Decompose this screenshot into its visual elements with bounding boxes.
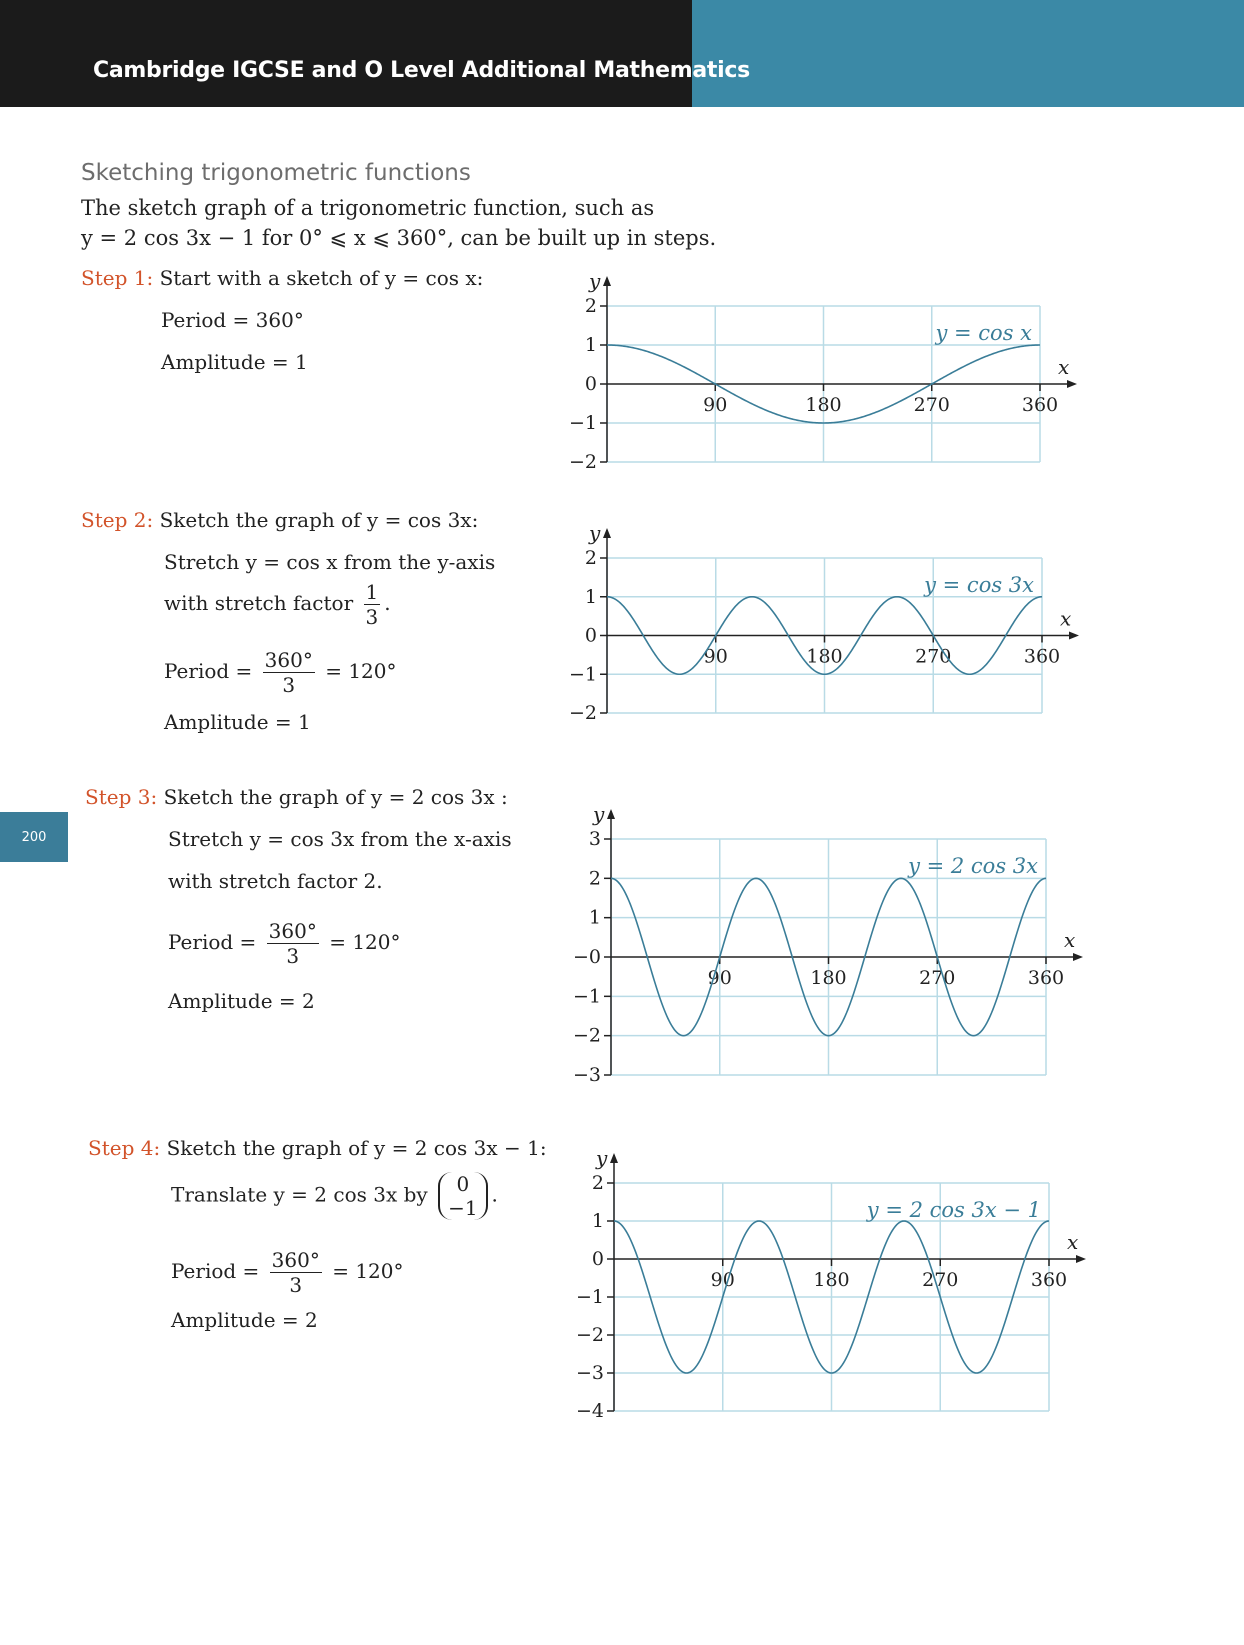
- x-tick-label: 90: [710, 1269, 735, 1291]
- y-tick-label: 1: [588, 906, 601, 929]
- y-tick-label: −2: [568, 451, 597, 473]
- step-4-period-result: = 120°: [332, 1259, 404, 1283]
- series-label: y = 2 cos 3x: [908, 854, 1038, 878]
- x-axis-label: x: [1064, 928, 1076, 952]
- y-tick-label: 1: [591, 1210, 604, 1232]
- y-tick-label: 1: [584, 585, 597, 608]
- y-tick-label: 3: [588, 828, 601, 850]
- x-axis-label: x: [1067, 1230, 1079, 1254]
- x-tick-label: 270: [913, 394, 950, 416]
- step-2: Step 2: Sketch the graph of y = cos 3x: Stretch y = cos x from the y-axis with stretch factor $\frac{1}{3}$ . Period = $\frac{360^\circ}{3}$ = 120° Amplitude = 1: [81, 508, 496, 734]
- x-tick-label: 180: [810, 967, 847, 989]
- step-4-instruction: Sketch the graph of y = 2 cos 3x − 1:: [166, 1136, 547, 1160]
- step-3-label: Step 3:: [85, 785, 158, 809]
- x-tick-label: 90: [707, 967, 732, 989]
- y-tick-label: 2: [591, 1172, 604, 1194]
- x-tick-label: 360: [1021, 394, 1059, 416]
- section-heading: Sketching trigonometric functions: [81, 160, 471, 186]
- step-2-instruction: Sketch the graph of y = cos 3x:: [159, 508, 479, 532]
- y-tick-label: 2: [584, 547, 597, 569]
- step-1-instruction: Start with a sketch of y = cos x:: [159, 266, 484, 290]
- y-tick-label: −2: [575, 1324, 604, 1346]
- y-tick-label: −3: [575, 1362, 604, 1384]
- y-tick-label: 0: [591, 1248, 604, 1270]
- step-2-label: Step 2:: [81, 508, 154, 532]
- step-3-stretch-line-2: with stretch factor 2.: [168, 869, 383, 893]
- y-tick-label: 0: [584, 373, 597, 395]
- intro-line-2: y = 2 cos 3x − 1 for 0° ⩽ x ⩽ 360°, can be built up in steps.: [81, 226, 717, 250]
- x-tick-label: 360: [1027, 967, 1065, 989]
- y-tick-label: −3: [572, 1064, 601, 1086]
- x-tick-label: 270: [919, 967, 956, 989]
- step-3-instruction: Sketch the graph of y = 2 cos 3x :: [163, 785, 508, 809]
- y-tick-label: 1: [584, 334, 597, 356]
- step-3-stretch-line-1: Stretch y = cos 3x from the x-axis: [168, 827, 512, 851]
- step-4-translate-text: Translate y = 2 cos 3x by: [171, 1182, 428, 1207]
- y-tick-label: −0: [572, 946, 601, 968]
- x-tick-label: 360: [1030, 1269, 1068, 1291]
- step-4-period-label: Period =: [171, 1259, 260, 1283]
- translation-vector: 0 −1: [438, 1172, 487, 1220]
- intro-line-1: The sketch graph of a trigonometric function, such as: [81, 196, 655, 220]
- period-fraction: $\frac{360^\circ}{3}$: [264, 648, 313, 697]
- y-axis-label: y: [593, 802, 605, 826]
- step-1-period: Period = 360°: [161, 308, 304, 332]
- y-tick-label: 0: [584, 624, 597, 647]
- y-tick-label: −2: [572, 1024, 601, 1047]
- x-axis-label: x: [1060, 606, 1072, 631]
- step-1-label: Step 1:: [81, 266, 154, 290]
- step-4-label: Step 4:: [88, 1136, 161, 1160]
- step-2-stretch-line-2: with stretch factor: [164, 591, 354, 615]
- stretch-factor-fraction: $\frac{1}{3}$: [365, 580, 379, 629]
- y-tick-label: −2: [568, 702, 597, 724]
- step-2-stretch-line-1: Stretch y = cos x from the y-axis: [164, 550, 496, 574]
- step-3-period-label: Period =: [168, 930, 257, 954]
- book-title: Cambridge IGCSE and O Level Additional Mathematics: [93, 58, 750, 83]
- series-label: y = cos x: [935, 321, 1032, 345]
- step-2-amplitude: Amplitude = 1: [164, 710, 311, 734]
- y-tick-label: −1: [575, 1286, 604, 1308]
- y-axis-label: y: [589, 269, 601, 293]
- step-1-amplitude: Amplitude = 1: [161, 350, 308, 374]
- period-fraction: $\frac{360^\circ}{3}$: [271, 1248, 320, 1297]
- step-3-period-result: = 120°: [329, 930, 401, 954]
- x-tick-label: 270: [922, 1269, 959, 1291]
- y-axis-label: y: [596, 1146, 608, 1170]
- y-tick-label: −1: [568, 663, 597, 686]
- series-label: y = 2 cos 3x − 1: [866, 1198, 1041, 1222]
- step-4-amplitude: Amplitude = 2: [171, 1308, 318, 1332]
- x-tick-label: 90: [703, 394, 728, 416]
- x-axis-label: x: [1058, 355, 1070, 379]
- y-axis-label: y: [589, 521, 601, 545]
- x-tick-label: 270: [915, 645, 952, 668]
- x-tick-label: 180: [813, 1269, 850, 1291]
- period-fraction: $\frac{360^\circ}{3}$: [268, 919, 317, 968]
- y-tick-label: −4: [575, 1400, 604, 1422]
- step-2-period-result: = 120°: [325, 659, 397, 683]
- x-tick-label: 360: [1023, 645, 1061, 668]
- step-3-amplitude: Amplitude = 2: [168, 989, 315, 1013]
- series-label: y = cos 3x: [924, 573, 1034, 597]
- page-number: 200: [0, 812, 68, 862]
- x-tick-label: 180: [806, 645, 843, 668]
- y-tick-label: −1: [568, 412, 597, 434]
- step-2-period-label: Period =: [164, 659, 253, 683]
- x-axis-arrow-icon: [1076, 1255, 1086, 1263]
- y-tick-label: 2: [584, 295, 597, 317]
- step-4: Step 4: Sketch the graph of y = 2 cos 3x − 1: Translate y = 2 cos 3x by 0 −1 . Period = $\frac{360^\circ}{3}$ = 120° Amplitude = 2: [88, 1136, 547, 1332]
- y-axis-arrow-icon: [610, 1153, 618, 1163]
- y-tick-label: 2: [588, 867, 601, 890]
- y-tick-label: −1: [572, 985, 601, 1008]
- x-tick-label: 90: [703, 645, 728, 668]
- x-tick-label: 180: [805, 394, 842, 416]
